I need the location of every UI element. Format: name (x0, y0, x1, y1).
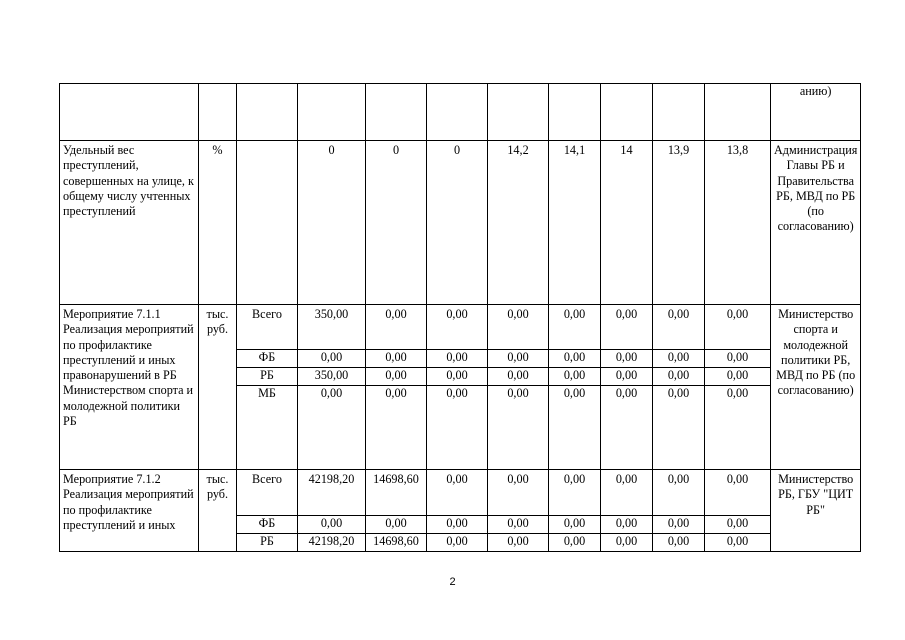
value-cell: 0,00 (298, 516, 366, 534)
value-cell: 0,00 (488, 350, 549, 368)
value-cell: 0,00 (298, 386, 366, 470)
value-cell: 14,2 (488, 141, 549, 305)
value-cell: 0,00 (653, 305, 705, 350)
source-cell: РБ (237, 368, 298, 386)
value-cell: 0,00 (549, 350, 601, 368)
unit-cell: % (199, 141, 237, 305)
value-cell: 42198,20 (298, 470, 366, 516)
value-cell: 0 (427, 141, 488, 305)
value-cell: 350,00 (298, 368, 366, 386)
source-cell: ФБ (237, 350, 298, 368)
value-cell: 14698,60 (366, 534, 427, 552)
value-cell: 0,00 (653, 350, 705, 368)
unit-cell: тыс. руб. (199, 470, 237, 552)
value-cell: 0,00 (366, 516, 427, 534)
responsible-cell: Администрация Главы РБ и Правительства РБ, МВД по РБ (по согласованию) (771, 141, 861, 305)
source-cell: Всего (237, 305, 298, 350)
table-row (60, 470, 861, 516)
value-cell: 0,00 (366, 350, 427, 368)
source-cell (237, 141, 298, 305)
value-cell: 0,00 (366, 368, 427, 386)
value-cell: 42198,20 (298, 534, 366, 552)
value-cell: 0,00 (488, 368, 549, 386)
source-cell (237, 84, 298, 141)
value-cell: 14 (601, 141, 653, 305)
value-cell: 0,00 (488, 534, 549, 552)
value-cell: 13,9 (653, 141, 705, 305)
value-cell: 0,00 (601, 386, 653, 470)
responsible-cell: Министерство спорта и молодежной политики РБ, МВД по РБ (по согласованию) (771, 305, 861, 470)
value-cell: 0,00 (549, 386, 601, 470)
value-cell: 0,00 (427, 516, 488, 534)
value-cell: 0,00 (488, 305, 549, 350)
unit-cell: тыс. руб. (199, 305, 237, 470)
value-cell: 0,00 (601, 534, 653, 552)
value-cell: 0,00 (298, 350, 366, 368)
table-row (60, 305, 861, 350)
value-cell: 0,00 (653, 368, 705, 386)
value-cell: 0,00 (549, 305, 601, 350)
value-cell: 0,00 (601, 350, 653, 368)
value-cell: 0,00 (427, 534, 488, 552)
value-cell: 0,00 (549, 368, 601, 386)
responsible-cell: Министерство РБ, ГБУ "ЦИТ РБ" (771, 470, 861, 552)
value-cell: 0,00 (427, 305, 488, 350)
value-cell: 0,00 (427, 350, 488, 368)
value-cell: 0,00 (705, 386, 771, 470)
value-cell: 0,00 (653, 516, 705, 534)
value-cell: 0,00 (601, 368, 653, 386)
responsible-cell: анию) (771, 84, 861, 141)
value-cell: 0,00 (366, 386, 427, 470)
value-cell: 0,00 (705, 470, 771, 516)
table-row (60, 84, 861, 141)
value-cell: 0,00 (601, 305, 653, 350)
value-cell: 0,00 (549, 470, 601, 516)
value-cell: 14698,60 (366, 470, 427, 516)
value-cell: 0,00 (427, 386, 488, 470)
value-cell: 0,00 (427, 470, 488, 516)
program-table (59, 83, 861, 552)
unit-cell (199, 84, 237, 141)
source-cell: Всего (237, 470, 298, 516)
measure-name-cell: Мероприятие 7.1.1 Реализация мероприятий по профилактике преступлений и иных правонарушений в РБ Министерством спорта и молодежной политики РБ (60, 305, 199, 470)
source-cell: РБ (237, 534, 298, 552)
value-cell: 0,00 (488, 470, 549, 516)
value-cell: 0,00 (601, 470, 653, 516)
source-cell: ФБ (237, 516, 298, 534)
table-row (60, 141, 861, 305)
indicator-name-cell (60, 84, 199, 141)
value-cell: 0,00 (488, 386, 549, 470)
value-cell: 350,00 (298, 305, 366, 350)
value-cell: 0,00 (488, 516, 549, 534)
value-cell: 0,00 (366, 305, 427, 350)
value-cell: 0,00 (705, 534, 771, 552)
page-number: 2 (449, 576, 456, 588)
source-cell: МБ (237, 386, 298, 470)
value-cell: 13,8 (705, 141, 771, 305)
value-cell: 0 (298, 141, 366, 305)
value-cell: 0,00 (653, 386, 705, 470)
value-cell: 0,00 (705, 516, 771, 534)
value-cell: 0,00 (601, 516, 653, 534)
value-cell: 0,00 (705, 350, 771, 368)
value-cell: 0,00 (705, 305, 771, 350)
value-cell: 0,00 (549, 534, 601, 552)
value-cell: 0,00 (653, 534, 705, 552)
value-cell: 0,00 (705, 368, 771, 386)
value-cell: 0,00 (427, 368, 488, 386)
value-cell: 0 (366, 141, 427, 305)
indicator-name-cell: Удельный вес преступлений, совершенных на улице, к общему числу учтенных преступлений (60, 141, 199, 305)
value-cell: 14,1 (549, 141, 601, 305)
measure-name-cell: Мероприятие 7.1.2 Реализация мероприятий по профилактике преступлений и иных (60, 470, 199, 552)
value-cell: 0,00 (653, 470, 705, 516)
value-cell: 0,00 (549, 516, 601, 534)
